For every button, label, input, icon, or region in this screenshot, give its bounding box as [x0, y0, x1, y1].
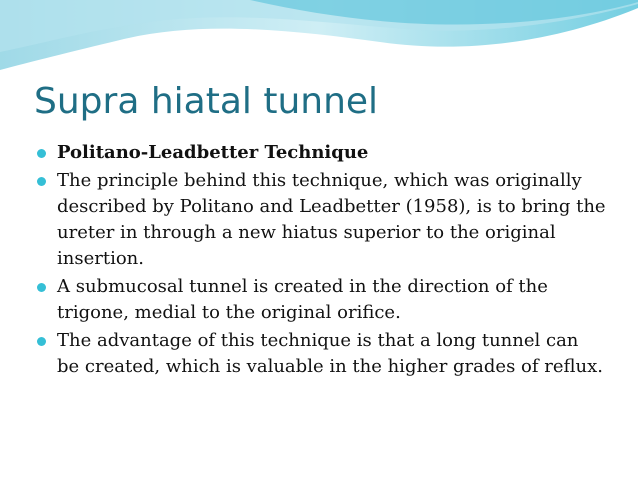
bullet-list [36, 140, 606, 382]
bullet-dot-icon [37, 337, 46, 346]
bullet-dot-icon [37, 149, 46, 158]
slide-title: Supra hiatal tunnel [34, 81, 379, 122]
bullet-item [36, 328, 606, 380]
bullet-dot-icon [37, 283, 46, 292]
bullet-item [36, 274, 606, 326]
bullet-item [36, 168, 606, 272]
bullet-text: The principle behind this technique, which was originally described by Politano and Leadbetter (1958), is to bring the ureter in through a new hiatus superior to the original insertion. [57, 170, 606, 269]
bullet-text: A submucosal tunnel is created in the direction of the trigone, medial to the original orifice. [57, 276, 548, 323]
bullet-item [36, 140, 606, 166]
header-wave-decoration [0, 0, 638, 90]
bullet-dot-icon [37, 177, 46, 186]
bullet-text: Politano-Leadbetter Technique [57, 142, 369, 163]
bullet-text: The advantage of this technique is that a long tunnel can be created, which is valuable in the higher grades of reflux. [57, 330, 603, 377]
